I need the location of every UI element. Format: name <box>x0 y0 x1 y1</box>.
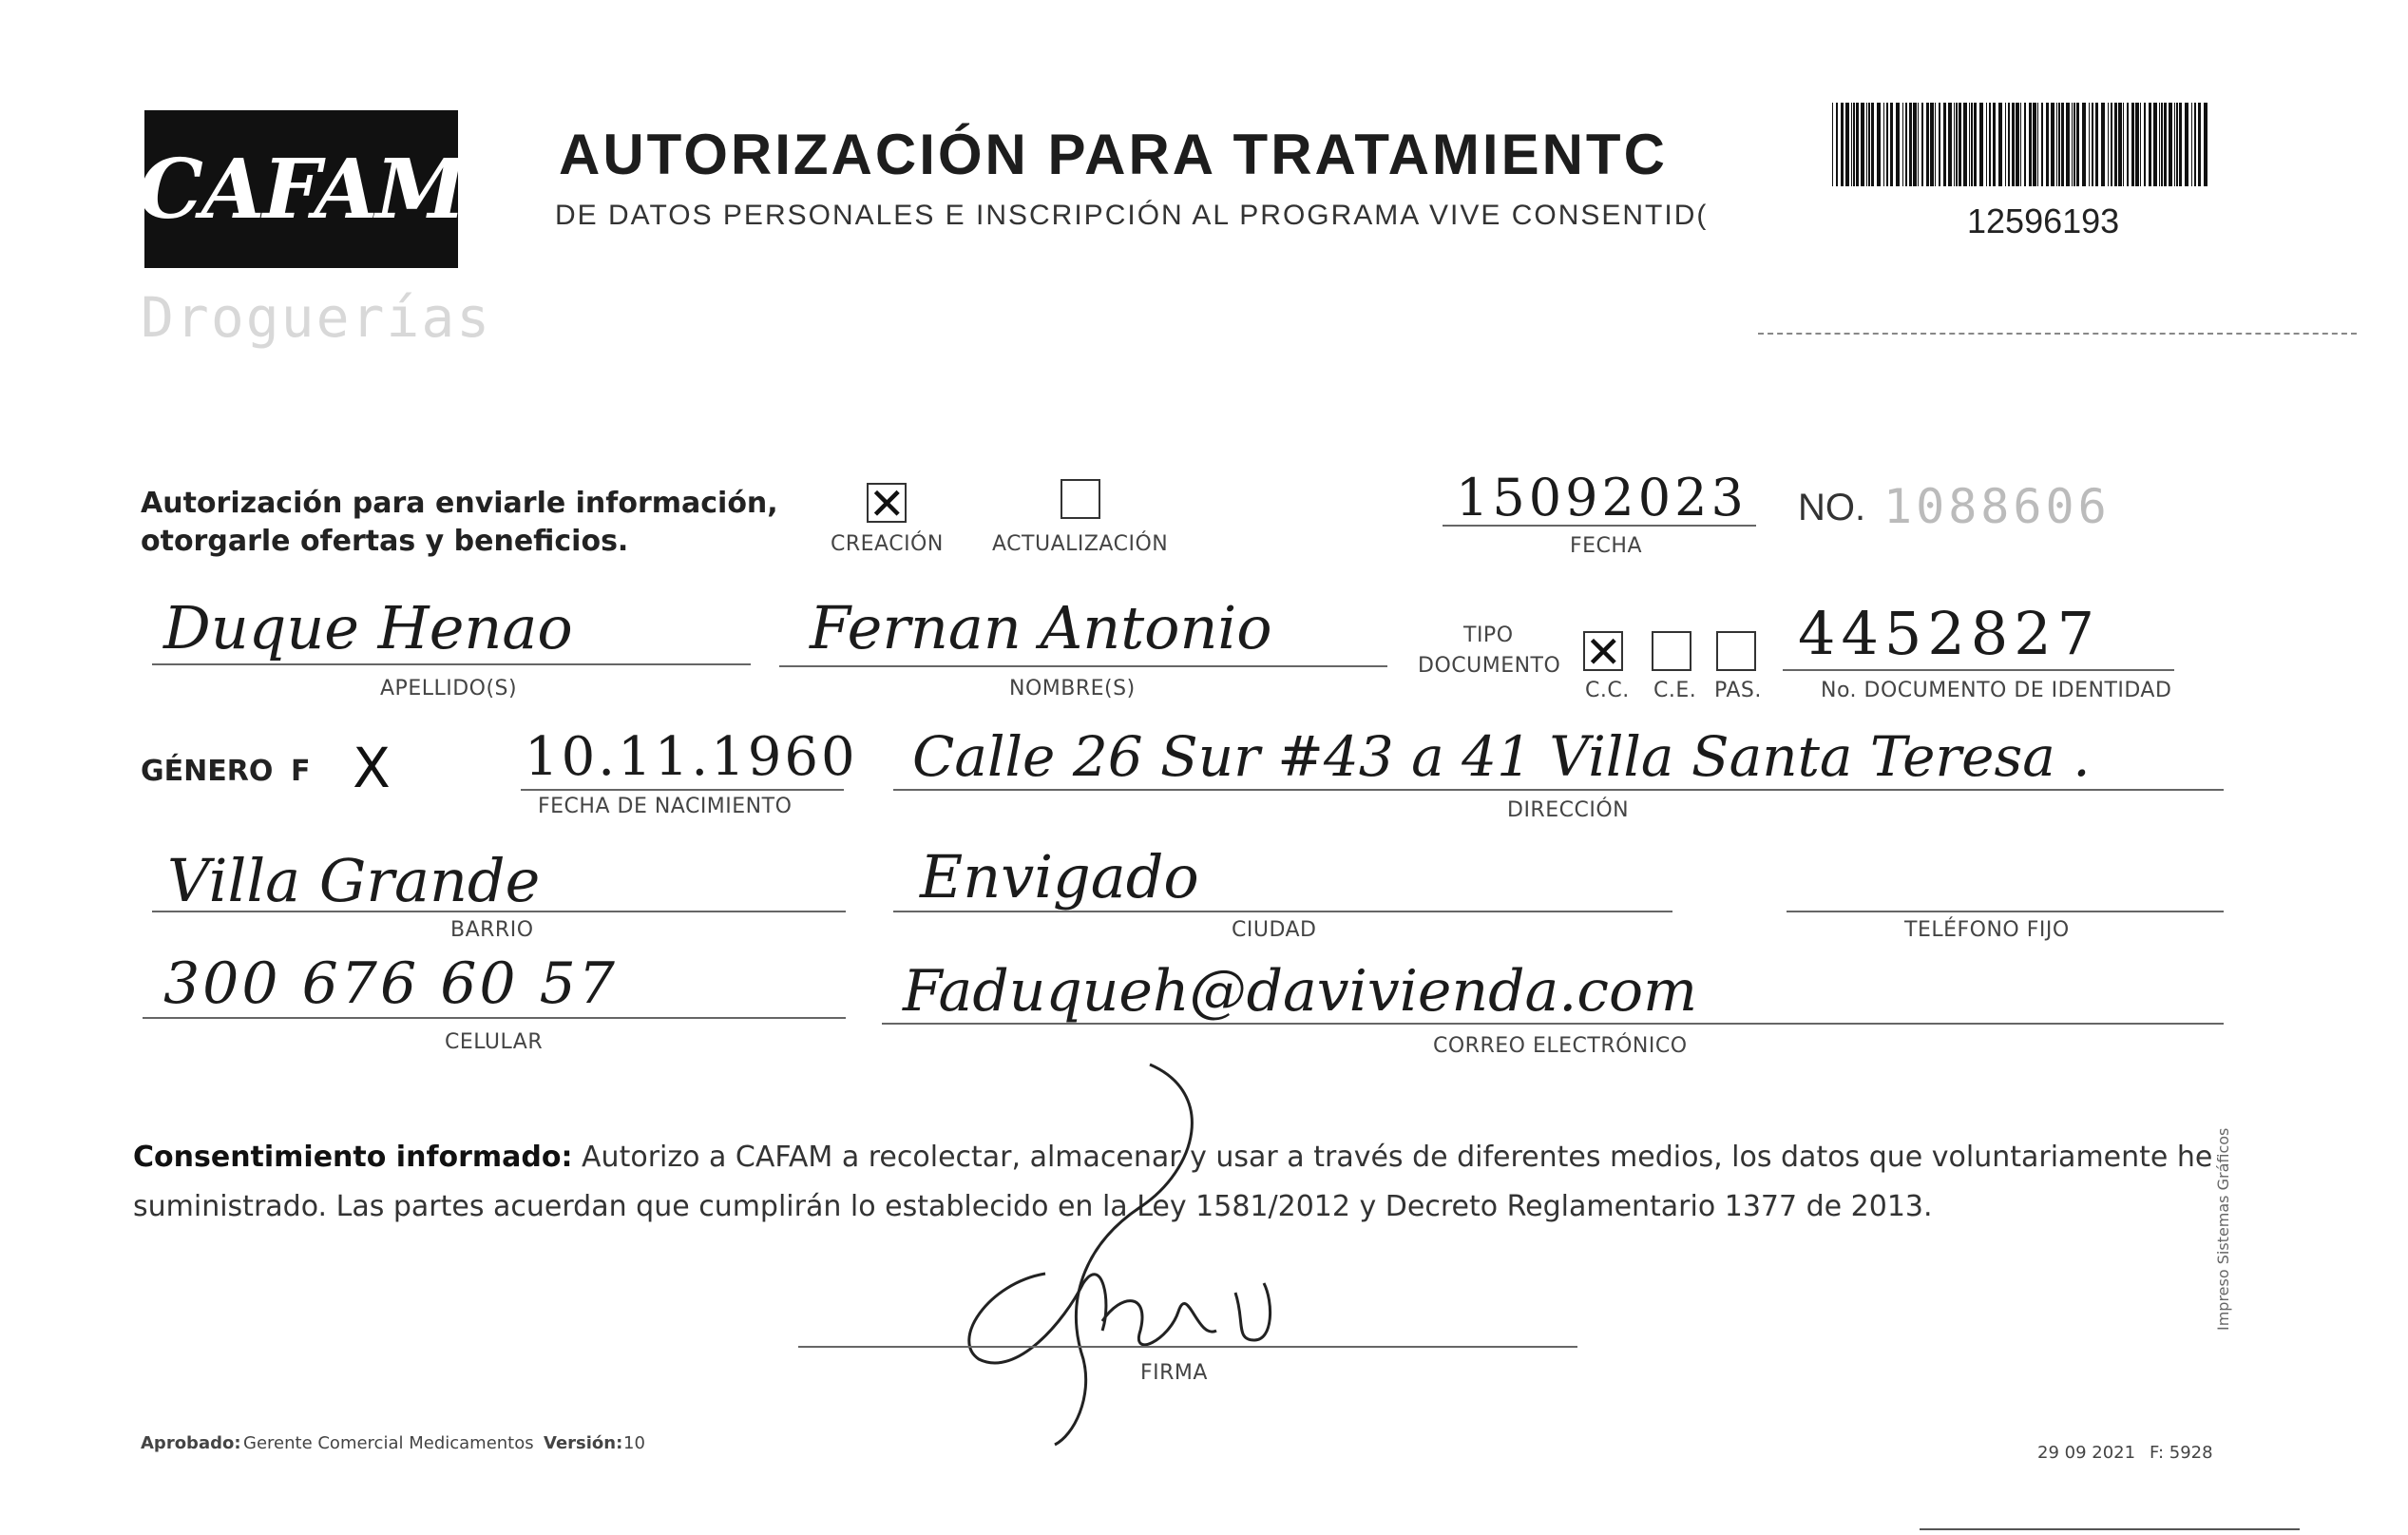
barcode-bar <box>1943 103 1946 186</box>
numero-value: 1088606 <box>1883 479 2111 534</box>
barcode-bar <box>2089 103 2090 186</box>
barcode-bar <box>2204 103 2207 186</box>
ce-label: C.E. <box>1653 679 1697 702</box>
barcode-bar <box>2191 103 2192 186</box>
barcode-bar <box>1963 103 1967 186</box>
apellidos-label: APELLIDO(S) <box>380 677 518 700</box>
barcode-bar <box>1986 103 1987 186</box>
barcode <box>1832 103 2212 186</box>
barcode-bar <box>2194 103 2196 186</box>
tipo-documento-label-1: TIPO <box>1463 624 1514 647</box>
barcode-bar <box>2153 103 2157 186</box>
barcode-bar <box>1851 103 1852 186</box>
telefono-fijo-underline <box>1787 911 2224 912</box>
version-value: 10 <box>623 1433 645 1453</box>
barcode-bar <box>2169 103 2172 186</box>
barcode-bar <box>1913 103 1917 186</box>
barcode-bar <box>1998 103 2002 186</box>
barcode-bar <box>2051 103 2054 186</box>
barcode-bar <box>2041 103 2043 186</box>
firma-underline <box>798 1346 1577 1348</box>
barcode-bar <box>2095 103 2098 186</box>
direccion-underline <box>893 789 2224 791</box>
firma-label: FIRMA <box>1140 1361 1208 1385</box>
barcode-bar <box>1836 103 1838 186</box>
barcode-bar <box>2037 103 2038 186</box>
barcode-bar <box>1993 103 1996 186</box>
check-x-icon: ✕ <box>1585 626 1622 678</box>
barcode-bar <box>2016 103 2019 186</box>
barcode-bar <box>1989 103 1991 186</box>
documento-value[interactable]: 4452827 <box>1798 599 2101 668</box>
footer-date: 29 09 2021 <box>2037 1443 2136 1463</box>
barcode-bar <box>2020 103 2021 186</box>
barrio-underline <box>152 911 846 912</box>
direccion-value[interactable]: Calle 26 Sur #43 a 41 Villa Santa Teresa . <box>912 724 2091 789</box>
apellidos-underline <box>152 663 751 665</box>
barcode-bar <box>2005 103 2006 186</box>
intro-line-2: otorgarle ofertas y beneficios. <box>141 525 629 558</box>
barcode-bar <box>2056 103 2057 186</box>
barcode-bar <box>1896 103 1900 186</box>
creacion-label: CREACIÓN <box>831 532 944 556</box>
fecha-value[interactable]: 15092023 <box>1456 468 1748 528</box>
nombres-underline <box>779 665 1387 667</box>
ciudad-underline <box>893 911 1672 912</box>
correo-value[interactable]: Faduqueh@davivienda.com <box>903 958 1697 1025</box>
aprobado-label: Aprobado: <box>141 1433 241 1453</box>
genero-label: GÉNERO <box>141 755 274 788</box>
barcode-bar <box>2076 103 2079 186</box>
barcode-bar <box>2066 103 2070 186</box>
ciudad-label: CIUDAD <box>1232 918 1317 942</box>
barcode-bar <box>2008 103 2010 186</box>
barcode-bar <box>2012 103 2015 186</box>
barcode-bar <box>1845 103 1849 186</box>
barcode-bar <box>2111 103 2112 186</box>
nombres-label: NOMBRE(S) <box>1009 677 1136 700</box>
barcode-bar <box>2123 103 2124 186</box>
telefono-fijo-label: TELÉFONO FIJO <box>1904 918 2070 942</box>
barcode-bar <box>2118 103 2122 186</box>
barcode-bar <box>1974 103 1977 186</box>
apellidos-value[interactable]: Duque Henao <box>163 593 573 662</box>
direccion-label: DIRECCIÓN <box>1507 798 1630 822</box>
fecha-nacimiento-value[interactable]: 10.11.1960 <box>525 726 858 788</box>
cafam-logo <box>138 110 465 268</box>
barcode-bar <box>2072 103 2073 186</box>
barcode-bar <box>1969 103 1970 186</box>
barcode-bar <box>1905 103 1907 186</box>
ciudad-value[interactable]: Envigado <box>920 842 1199 911</box>
pas-checkbox[interactable] <box>1716 631 1756 671</box>
documento-underline <box>1783 669 2174 671</box>
barcode-bar <box>2161 103 2163 186</box>
barcode-bar <box>2114 103 2117 186</box>
version-label: Versión: <box>544 1433 623 1453</box>
check-x-icon: ✕ <box>869 478 906 529</box>
barcode-bar <box>2058 103 2060 186</box>
celular-label: CELULAR <box>445 1030 544 1054</box>
barrio-value[interactable]: Villa Grande <box>167 846 541 915</box>
barcode-bar <box>2164 103 2167 186</box>
logo-subtitle: Droguerías <box>141 285 492 350</box>
creacion-checkbox[interactable] <box>867 478 907 529</box>
barcode-bar <box>2159 103 2160 186</box>
actualizacion-checkbox[interactable] <box>1061 479 1100 519</box>
aprobado-value: Gerente Comercial Medicamentos <box>243 1433 534 1453</box>
barcode-bar <box>2198 103 2201 186</box>
barcode-bar <box>1918 103 1919 186</box>
side-print-text: Impreso Sistemas Gráficos <box>2214 1127 2232 1331</box>
bottom-rule <box>1920 1528 2300 1530</box>
form-subtitle: DE DATOS PERSONALES E INSCRIPCIÓN AL PROGRAMA VIVE CONSENTID( <box>555 200 1709 231</box>
check-x-icon: X <box>353 736 391 800</box>
barcode-bar <box>2101 103 2105 186</box>
barcode-bar <box>1935 103 1936 186</box>
fecha-nacimiento-underline <box>521 789 844 791</box>
barcode-bar <box>2108 103 2109 186</box>
barcode-bar <box>2127 103 2129 186</box>
cc-checkbox[interactable] <box>1583 626 1623 678</box>
barcode-bar <box>1841 103 1844 186</box>
barcode-bar <box>2140 103 2141 186</box>
barcode-bar <box>2074 103 2075 186</box>
barcode-bar <box>1921 103 1923 186</box>
barcode-bar <box>2046 103 2049 186</box>
barcode-bar <box>1856 103 1859 186</box>
barcode-bar <box>1871 103 1874 186</box>
cc-label: C.C. <box>1585 679 1630 702</box>
barcode-bar <box>1939 103 1940 186</box>
barcode-bar <box>1832 103 1833 186</box>
barcode-bar <box>1866 103 1867 186</box>
documento-label: No. DOCUMENTO DE IDENTIDAD <box>1821 679 2172 702</box>
barcode-bar <box>1886 103 1888 186</box>
genero-f-label: F <box>291 755 311 788</box>
logo-text: CAFAM <box>138 141 465 238</box>
barcode-bar <box>2061 103 2064 186</box>
celular-value[interactable]: 300 676 60 57 <box>163 950 618 1017</box>
genero-checkbox[interactable] <box>352 736 392 800</box>
barcode-bar <box>1948 103 1952 186</box>
barcode-bar <box>2149 103 2151 186</box>
barcode-bar <box>2033 103 2036 186</box>
barcode-bar <box>1883 103 1884 186</box>
consent-heading: Consentimiento informado: <box>133 1141 573 1174</box>
barcode-bar <box>2082 103 2086 186</box>
barcode-bar <box>1861 103 1864 186</box>
barcode-bar <box>2174 103 2175 186</box>
signature-drawing <box>855 1055 1349 1454</box>
barcode-bar <box>1926 103 1929 186</box>
barcode-bar <box>2024 103 2026 186</box>
correo-label: CORREO ELECTRÓNICO <box>1433 1034 1688 1058</box>
intro-line-1: Autorización para enviarle información, <box>141 487 778 520</box>
ce-checkbox[interactable] <box>1652 631 1691 671</box>
consent-text: Autorizo a CAFAM a recolectar, almacenar y usar a través de diferentes medios, los datos que voluntariamente he suministrado. Las partes acuerdan que cumplirán lo establecido en la Ley 1581/2012 y Decreto Reglamentario 1377 de 2013. <box>133 1141 2213 1223</box>
barcode-bar <box>1890 103 1893 186</box>
barcode-bar <box>1877 103 1881 186</box>
pas-label: PAS. <box>1714 679 1762 702</box>
fecha-label: FECHA <box>1570 534 1643 558</box>
barcode-bar <box>1853 103 1855 186</box>
barcode-bar <box>2029 103 2032 186</box>
barcode-bar <box>2179 103 2182 186</box>
barcode-bar <box>1956 103 1958 186</box>
form-title: AUTORIZACIÓN PARA TRATAMIENTC <box>559 123 1668 186</box>
barcode-bar <box>2131 103 2134 186</box>
tipo-documento-label-2: DOCUMENTO <box>1418 654 1561 678</box>
fecha-nacimiento-label: FECHA DE NACIMIENTO <box>538 795 793 818</box>
fecha-underline <box>1443 525 1756 527</box>
barcode-number: 12596193 <box>1967 201 2120 240</box>
divider <box>1758 333 2357 335</box>
actualizacion-label: ACTUALIZACIÓN <box>992 532 1169 556</box>
barcode-bar <box>1971 103 1973 186</box>
numero-label: NO. <box>1798 487 1866 528</box>
barcode-bar <box>1954 103 1955 186</box>
correo-underline <box>882 1023 2224 1025</box>
footer-code: F: 5928 <box>2150 1443 2213 1463</box>
nombres-value[interactable]: Fernan Antonio <box>810 593 1272 662</box>
barcode-bar <box>1902 103 1903 186</box>
barcode-bar <box>1959 103 1961 186</box>
barcode-bar <box>2176 103 2178 186</box>
barcode-bar <box>1868 103 1870 186</box>
barcode-bar <box>1930 103 1934 186</box>
barrio-label: BARRIO <box>450 918 534 942</box>
barcode-bar <box>1909 103 1912 186</box>
barcode-bar <box>2092 103 2093 186</box>
barcode-bar <box>2144 103 2146 186</box>
barcode-bar <box>2185 103 2188 186</box>
barcode-bar <box>1979 103 1983 186</box>
celular-underline <box>143 1017 846 1019</box>
barcode-bar <box>2135 103 2139 186</box>
